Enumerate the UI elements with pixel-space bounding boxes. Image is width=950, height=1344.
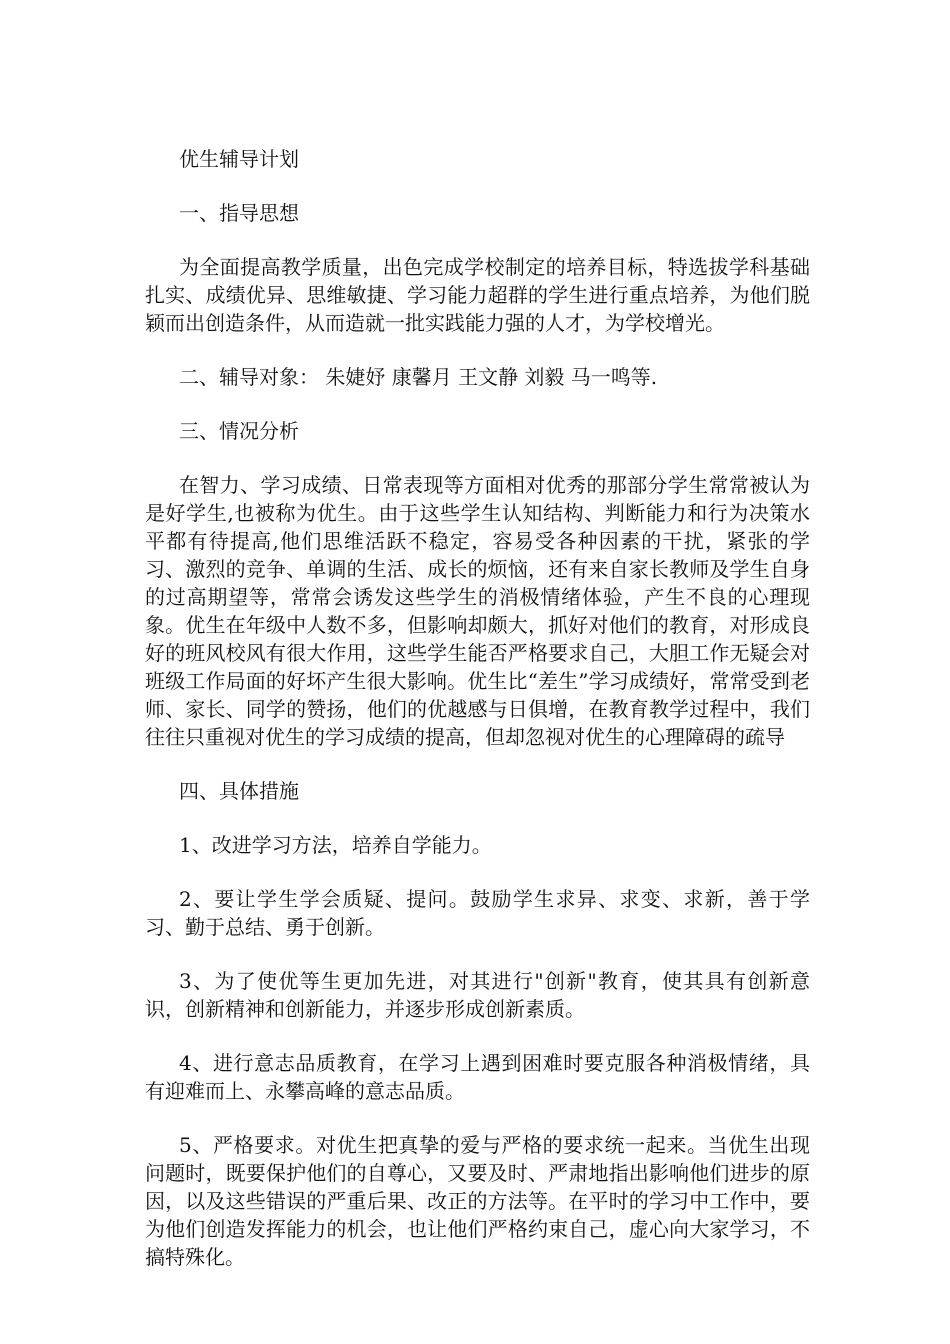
measure-item-4: 4、进行意志品质教育，在学习上遇到困难时要克服各种消极情绪，具有迎难而上、永攀高峰的意志品质。 [145, 1051, 810, 1103]
section-body-guiding-ideas: 为全面提高教学质量，出色完成学校制定的培养目标，特选拔学科基础扎实、成绩优异、思维敏捷、学习能力超群的学生进行重点培养，为他们脱颖而出创造条件，从而造就一批实践能力强的人才，为学校增光。 [145, 255, 810, 335]
section-line-tutoring-targets: 二、辅导对象： 朱婕妤 康馨月 王文静 刘毅 马一鸣等. [179, 365, 658, 389]
measure-item-2: 2、要让学生学会质疑、提问。鼓励学生求异、求变、求新，善于学习、勤于总结、勇于创新。 [145, 887, 810, 939]
section-heading-situation-analysis: 三、情况分析 [179, 419, 299, 443]
measure-item-1: 1、改进学习方法，培养自学能力。 [179, 833, 492, 857]
document-page [145, 145, 810, 1271]
document-title: 优生辅导计划 [179, 147, 299, 171]
measure-item-3: 3、为了使优等生更加先进，对其进行"创新"教育，使其具有创新意识，创新精神和创新能力，并逐步形成创新素质。 [145, 969, 810, 1021]
measure-item-5: 5、严格要求。对优生把真挚的爱与严格的要求统一起来。当优生出现问题时，既要保护他们的自尊心，又要及时、严肃地指出影响他们进步的原因，以及这些错误的严重后果、改正的方法等。在平时的学习中工作中，要为他们创造发挥能力的机会，也让他们严格约束自己，虚心向大家学习，不搞特殊化。 [145, 1133, 810, 1269]
section-heading-guiding-ideas: 一、指导思想 [179, 201, 299, 225]
section-heading-measures: 四、具体措施 [179, 779, 299, 803]
section-body-situation-analysis: 在智力、学习成绩、日常表现等方面相对优秀的那部分学生常常被认为是好学生,也被称为优生。由于这些学生认知结构、判断能力和行为决策水平都有待提高,他们思维活跃不稳定，容易受各种因素的干扰，紧张的学习、激烈的竞争、单调的生活、成长的烦恼，还有来自家长教师及学生自身的过高期望等，常常会诱发这些学生的消极情绪体验，产生不良的心理现象。优生在年级中人数不多，但影响却颇大，抓好对他们的教育，对形成良好的班风校风有很大作用，这些学生能否严格要求自己，大胆工作无疑会对班级工作局面的好坏产生很大影响。优生比“差生”学习成绩好，常常受到老师、家长、同学的赞扬，他们的优越感与日俱增，在教育教学过程中，我们往往只重视对优生的学习成绩的提高，但却忽视对优生的心理障碍的疏导 [145, 473, 810, 749]
